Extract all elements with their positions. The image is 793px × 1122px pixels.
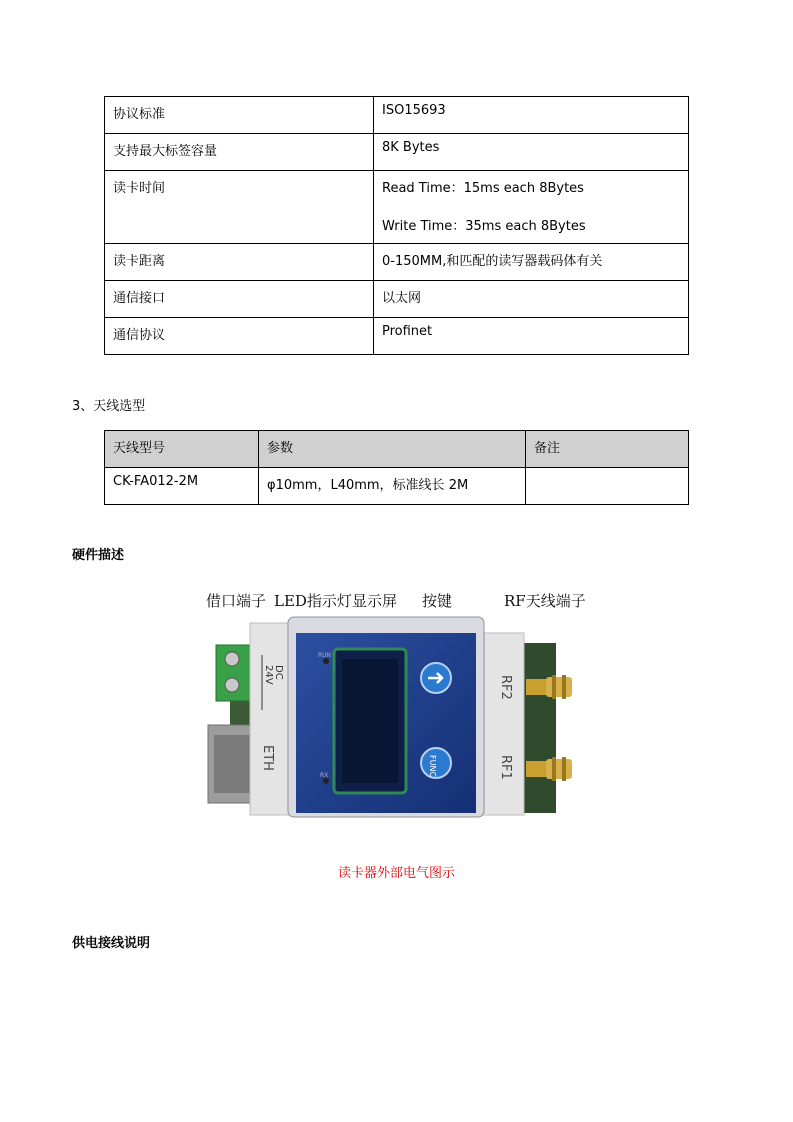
antenna-table [104,430,689,505]
spec-value: ISO15693 [374,97,689,134]
table-row [105,171,689,244]
label-keys: 按键 [422,592,453,610]
display-area [342,659,398,783]
spec-key: 通信接口 [105,281,374,318]
dc-label: DC [273,665,284,680]
spec-value-cell [374,171,689,244]
table-row [105,244,689,281]
eth-label: ETH [260,745,275,771]
ethernet-port-icon [208,725,256,803]
housing-left [250,623,294,815]
table-cell [526,468,689,505]
table-row [105,318,689,355]
voltage-label: 24V [263,665,274,685]
spec-value: 8K Bytes [374,134,689,171]
spec-key: 读卡时间 [105,171,374,244]
table-row [105,134,689,171]
spec-key: 读卡距离 [105,244,374,281]
func-label: FUNC [428,755,437,778]
table-cell: CK-FA012-2M [105,468,259,505]
func-key-button[interactable] [421,748,451,778]
rf1-label: RF1 [498,755,513,780]
label-led: LED指示灯 [274,592,352,610]
arrow-key-button[interactable] [421,663,451,693]
pcb-right [520,643,556,813]
housing-right [480,633,524,815]
table-header-row [105,431,689,468]
reader-device-image [200,615,580,820]
figure-caption: 读卡器外部电气图示 [337,866,455,881]
spec-key: 支持最大标签容量 [105,134,374,171]
power-terminal-icon [216,645,250,701]
section-title-hardware: 硬件描述 [72,548,125,563]
column-header: 参数 [259,431,526,468]
column-header: 天线型号 [105,431,259,468]
section-title-antenna: 3、天线选型 [72,399,146,414]
spec-value: 以太网 [374,281,689,318]
column-header: 备注 [526,431,689,468]
label-rf-port: RF天线端子 [504,592,586,610]
spec-value: Write Time：35ms each 8Bytes [382,219,586,234]
table-row [105,97,689,134]
run-led-label: RUN [318,652,332,659]
spec-key: 协议标准 [105,97,374,134]
rx-led-label: RX [320,772,329,779]
section-title-power: 供电接线说明 [72,936,151,951]
label-display: 显示屏 [352,592,398,610]
label-power-port: 借口端子 [206,592,267,610]
spec-key: 通信协议 [105,318,374,355]
table-cell: φ10mm，L40mm，标准线长 2M [259,468,526,505]
table-row [105,281,689,318]
spec-value: 0-150MM,和匹配的读写器载码体有关 [374,244,689,281]
spec-value: Read Time：15ms each 8Bytes [382,181,584,196]
table-row [105,468,689,505]
spec-table [104,96,689,355]
rf2-label: RF2 [498,675,513,700]
spec-value: Profinet [374,318,689,355]
